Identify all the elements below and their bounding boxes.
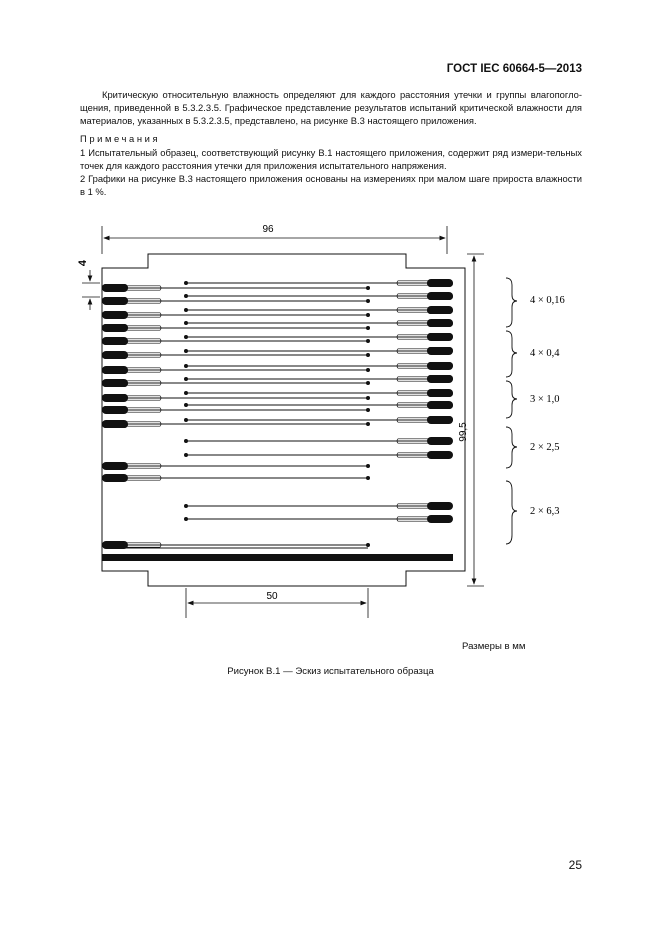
left-pad bbox=[102, 421, 128, 428]
right-pad bbox=[427, 416, 453, 423]
right-pad bbox=[427, 320, 453, 327]
standard-code: ГОСТ IEC 60664-5—2013 bbox=[446, 63, 582, 75]
left-trace-dot bbox=[366, 286, 370, 290]
right-trace-dot bbox=[184, 453, 188, 457]
right-pad bbox=[427, 293, 453, 300]
left-trace-dot bbox=[366, 381, 370, 385]
dimension-step bbox=[77, 259, 100, 310]
left-pad bbox=[102, 311, 128, 318]
left-trace-dot bbox=[366, 368, 370, 372]
left-pad bbox=[102, 394, 128, 401]
group-label-5: 2 × 6,3 bbox=[530, 506, 560, 517]
left-trace-dot bbox=[366, 396, 370, 400]
group-label-1: 4 × 0,16 bbox=[530, 295, 565, 306]
right-pad bbox=[427, 333, 453, 340]
right-trace-dot bbox=[184, 364, 188, 368]
units-note: Размеры в мм bbox=[462, 641, 526, 652]
dim-width-label: 96 bbox=[262, 224, 274, 235]
right-pad bbox=[427, 347, 453, 354]
right-pad bbox=[427, 515, 453, 523]
right-trace-dot bbox=[184, 308, 188, 312]
left-pad bbox=[102, 406, 128, 413]
left-trace-dot bbox=[366, 408, 370, 412]
right-pad bbox=[427, 307, 453, 314]
right-trace-dot bbox=[184, 439, 188, 443]
notes-title: Примечания bbox=[80, 133, 161, 144]
left-trace-dot bbox=[366, 313, 370, 317]
note-2: 2 Графики на рисунке В.3 настоящего приложения основаны на измерениях при малом шаге прироста влажности в 1 %. bbox=[80, 173, 582, 197]
dim-step-label: 4 bbox=[77, 259, 89, 267]
dimension-bottom bbox=[186, 588, 368, 618]
right-trace-dot bbox=[184, 321, 188, 325]
dim-bottom-label: 50 bbox=[266, 591, 278, 602]
group-label-3: 3 × 1,0 bbox=[530, 394, 560, 405]
left-pad bbox=[102, 284, 128, 291]
right-trace-dot bbox=[184, 517, 188, 521]
right-trace-dot bbox=[184, 281, 188, 285]
left-trace-dot bbox=[366, 422, 370, 426]
dimension-width bbox=[102, 224, 447, 254]
left-pad bbox=[102, 338, 128, 345]
right-pad bbox=[427, 375, 453, 382]
right-pad bbox=[427, 280, 453, 287]
right-trace-dot bbox=[184, 377, 188, 381]
right-trace-dot bbox=[184, 504, 188, 508]
figure-caption: Рисунок В.1 — Эскиз испытательного образца bbox=[227, 666, 434, 677]
bottom-conductor bbox=[102, 554, 453, 561]
left-pad bbox=[102, 297, 128, 304]
left-pad bbox=[102, 474, 128, 482]
right-pad bbox=[427, 437, 453, 445]
right-pad bbox=[427, 390, 453, 397]
left-pad bbox=[102, 541, 128, 549]
page-number: 25 bbox=[568, 858, 582, 872]
right-pad bbox=[427, 502, 453, 510]
left-trace-dot bbox=[366, 326, 370, 330]
left-trace-dot bbox=[366, 339, 370, 343]
right-trace-dot bbox=[184, 418, 188, 422]
right-trace-dot bbox=[184, 349, 188, 353]
electrode-traces bbox=[102, 279, 453, 561]
left-trace-dot bbox=[366, 476, 370, 480]
note-1: 1 Испытательный образец, соответствующий рисунку В.1 настоящего приложения, содержит ряд измери-тельных точек для каждого расстояния утечки для приложения испытательного напряжения. bbox=[80, 147, 582, 171]
left-trace-dot bbox=[366, 353, 370, 357]
right-pad bbox=[427, 402, 453, 409]
body-paragraph: Критическую относительную влажность определяют для каждого расстояния утечки и группы влагопогло-щения, приведенной в 5.3.2.3.5. Графическое представление результатов испытаний критической влажности для материалов, указанных в 5.3.2.3.5, представлено, на рисунке В.3 настоящего приложения. bbox=[80, 89, 582, 126]
right-trace-dot bbox=[184, 294, 188, 298]
left-pad bbox=[102, 367, 128, 374]
dim-height-label: 99,5 bbox=[458, 422, 469, 442]
left-trace-dot bbox=[366, 464, 370, 468]
left-trace-dot bbox=[366, 299, 370, 303]
right-pad bbox=[427, 451, 453, 459]
right-trace-dot bbox=[184, 335, 188, 339]
group-label-2: 4 × 0,4 bbox=[530, 348, 560, 359]
group-label-4: 2 × 2,5 bbox=[530, 442, 560, 453]
left-pad bbox=[102, 462, 128, 470]
left-pad bbox=[102, 380, 128, 387]
left-trace-dot bbox=[366, 543, 370, 547]
left-pad bbox=[102, 352, 128, 359]
left-pad bbox=[102, 324, 128, 331]
right-trace-dot bbox=[184, 403, 188, 407]
dimension-height bbox=[458, 254, 484, 586]
group-braces bbox=[506, 278, 517, 544]
right-trace-dot bbox=[184, 391, 188, 395]
right-pad bbox=[427, 362, 453, 369]
